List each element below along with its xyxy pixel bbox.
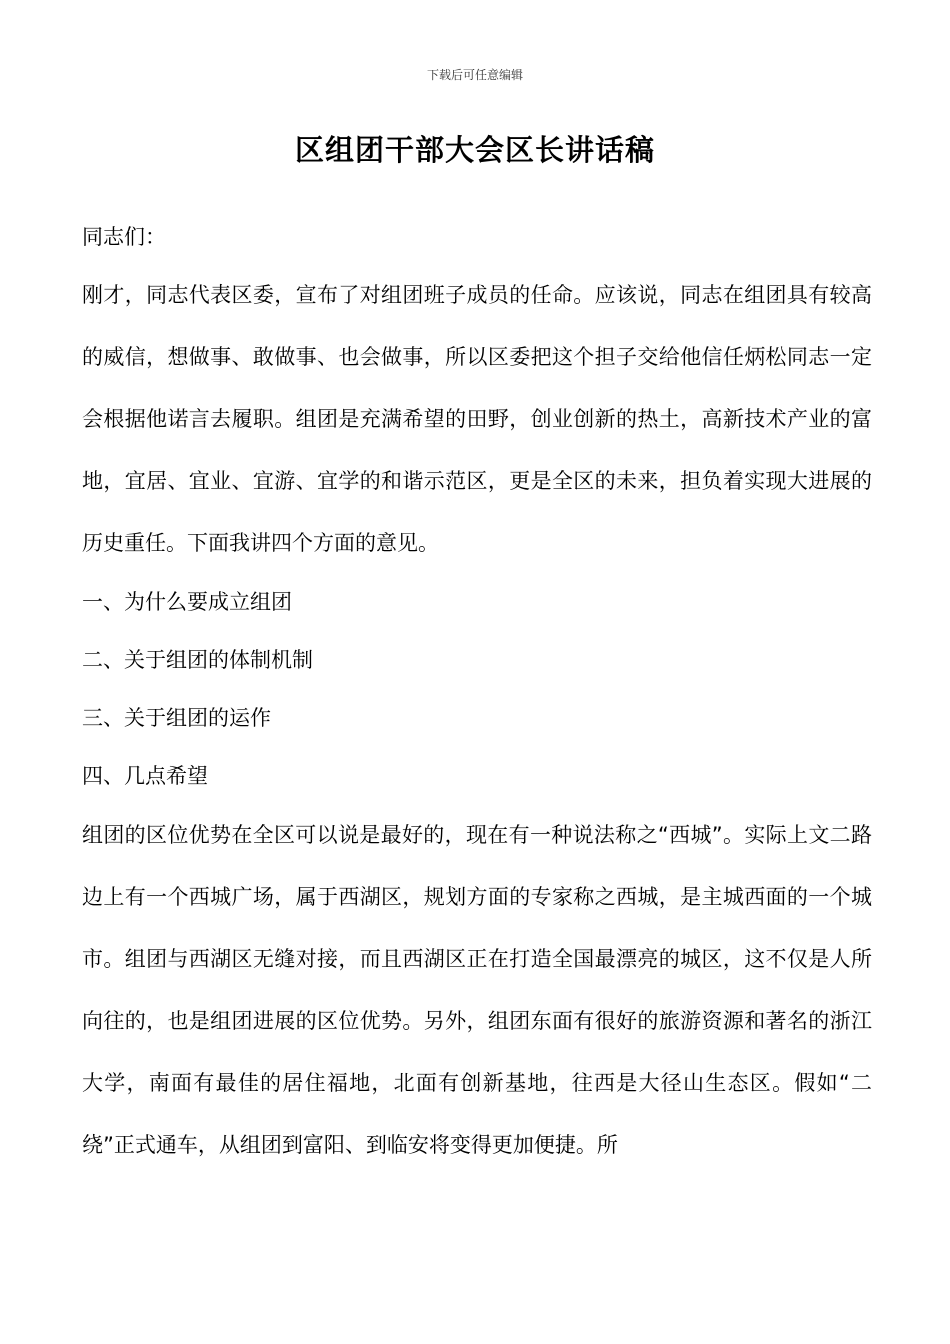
section-item-2: 二、关于组团的体制机制: [82, 648, 313, 672]
paragraph-1-block: [82, 264, 872, 574]
paragraph-2-block: [82, 804, 872, 1176]
document-title: 区组团干部大会区长讲话稿: [294, 133, 655, 167]
header-note: 下载后可任意编辑: [426, 68, 523, 82]
paragraph-1: 刚才，同志代表区委，宣布了对组团班子成员的任命。应该说，同志在组团具有较高的威信，想做事、敢做事、也会做事，所以区委把这个担子交给他信任炳松同志一定会根据他诺言去履职。组团是充满希望的田野，创业创新的热土，高新技术产业的富地，宜居、宜业、宜游、宜学的和谐示范区，更是全区的未来，担负着实现大进展的历史重任。下面我讲四个方面的意见。: [82, 283, 872, 555]
section-item-3: 三、关于组团的运作: [82, 706, 271, 730]
paragraph-2: 组团的区位优势在全区可以说是最好的，现在有一种说法称之“西城”。实际上文二路边上有一个西城广场，属于西湖区，规划方面的专家称之西城，是主城西面的一个城市。组团与西湖区无缝对接，而且西湖区正在打造全国最漂亮的城区，这不仅是人所向往的，也是组团进展的区位优势。另外，组团东面有很好的旅游资源和著名的浙江大学，南面有最佳的居住福地，北面有创新基地，往西是大径山生态区。假如“二绕”正式通车，从组团到富阳、到临安将变得更加便捷。所: [82, 823, 872, 1157]
section-list: [82, 573, 872, 805]
section-item-4: 四、几点希望: [82, 764, 208, 788]
greeting: 同志们：: [82, 225, 166, 249]
section-item-1: 一、为什么要成立组团: [82, 590, 292, 614]
